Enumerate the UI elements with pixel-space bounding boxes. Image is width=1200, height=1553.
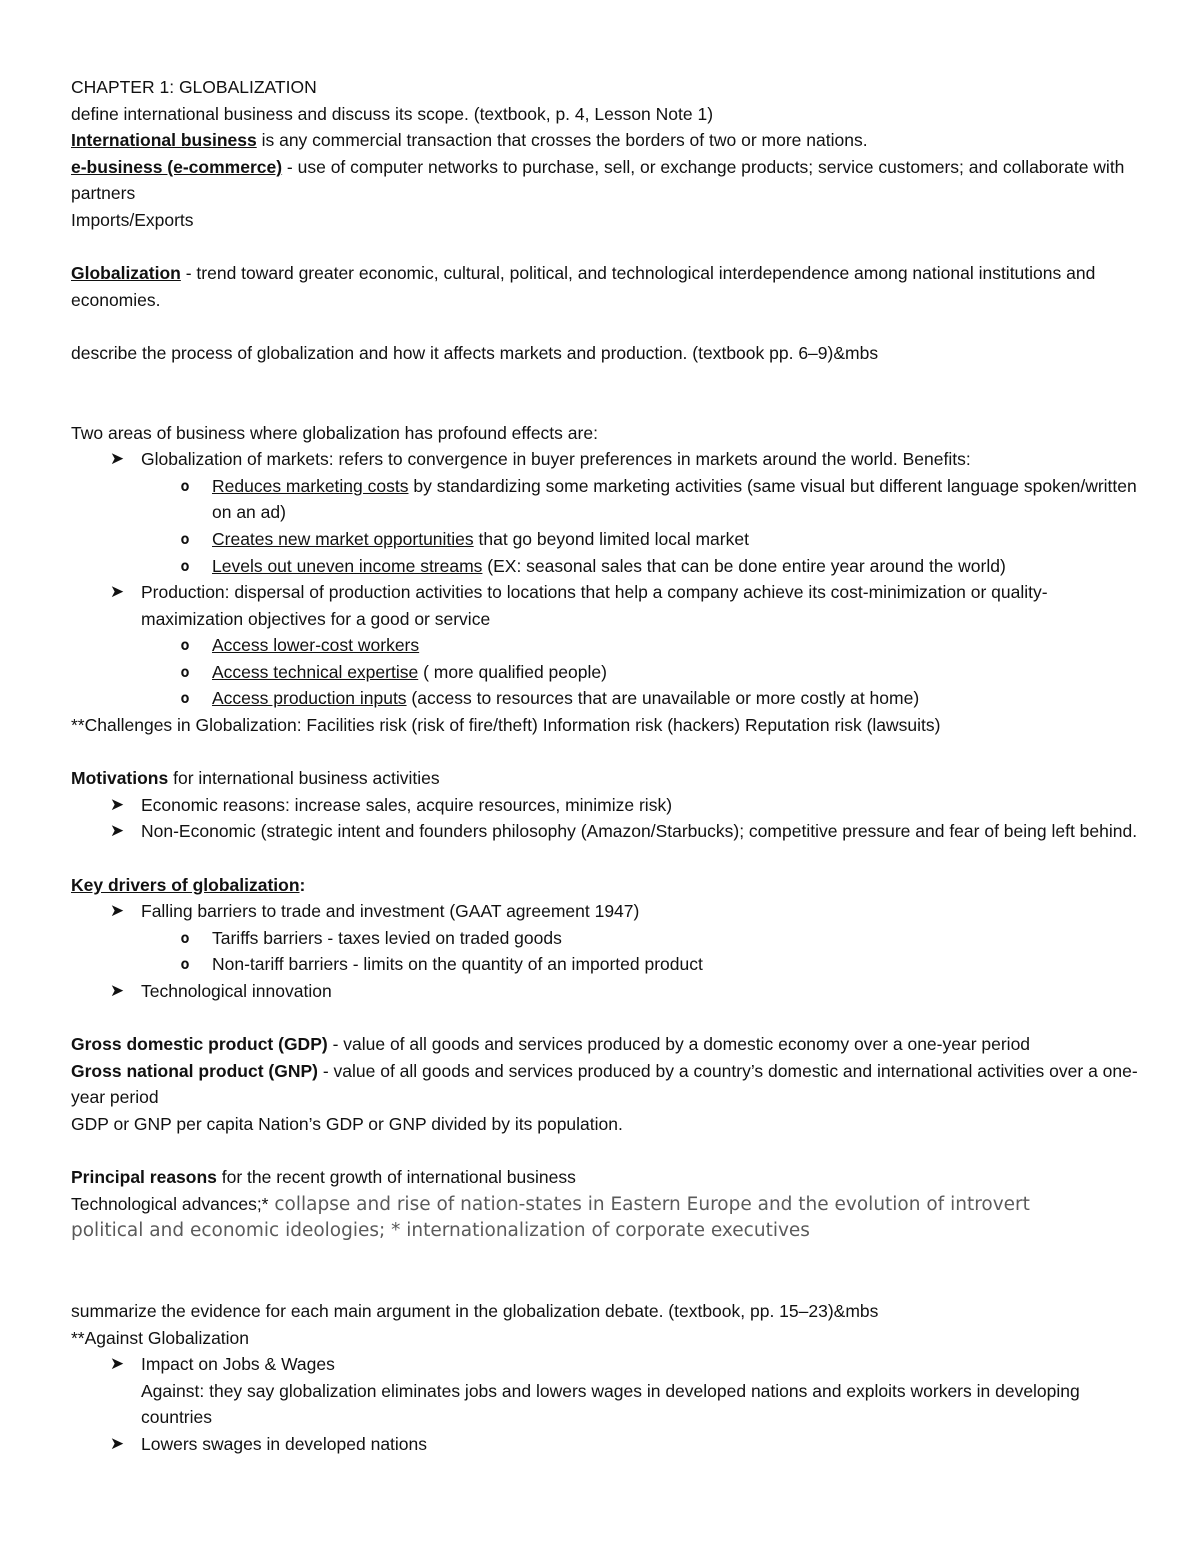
objective-2: describe the process of globalization and how it affects markets and production. (textbook pp. 6–9)&mbs [71,342,879,363]
globalization-definition [71,260,1141,313]
bullet-economic: ➤ Economic reasons: increase sales, acquire resources, minimize risk) [71,792,1141,819]
objective-3: summarize the evidence for each main argument in the globalization debate. (textbook, pp. 15–23)&mbs [71,1300,879,1321]
per-capita: GDP or GNP per capita Nation’s GDP or GNP divided by its population. [71,1113,623,1134]
circle-bullet-icon: o [180,556,190,575]
glob-def: - trend toward greater economic, cultural, political, and technological interdependence among national institutions and economies. [71,263,1096,310]
gnp-definition: Gross national product (GNP) - value of all goods and services produced by a country’s domestic and international activities over a one-year period [71,1060,1138,1108]
drivers-heading: Key drivers of globalization: [71,874,306,895]
sub-bullet: o Creates new market opportunities that go beyond limited local market [71,526,1141,553]
imports-exports: Imports/Exports [71,209,194,230]
arrow-bullet-icon: ➤ [109,449,125,469]
circle-bullet-icon: o [180,689,190,708]
gdp-definition: Gross domestic product (GDP) - value of all goods and services produced by a domestic economy over a one-year period [71,1034,1031,1055]
e-business-definition [71,154,1141,207]
eb-term: e-business (e-commerce) [71,156,283,177]
bullet-lowers-wages: ➤ Lowers swages in developed nations [71,1431,1141,1458]
ib-def: is any commercial transaction that crosses the borders of two or more nations. [256,130,868,151]
challenges: **Challenges in Globalization: Facilities risk (risk of fire/theft) Information risk (hackers) Reputation risk (lawsuits) [71,715,941,736]
arrow-bullet-icon: ➤ [109,981,125,1000]
bullet-markets: ➤ Globalization of markets: refers to convergence in buyer preferences in markets around the world. Benefits: [71,446,1141,473]
reasons-line-1: Technological advances;* collapse and rise of nation-states in Eastern Europe and the evolution of introvert [71,1193,1030,1215]
circle-bullet-icon: o [180,662,190,681]
circle-bullet-icon: o [180,636,190,655]
arrow-bullet-icon: ➤ [109,582,125,602]
international-business-definition [71,127,1141,154]
two-areas-intro: Two areas of business where globalization has profound effects are: [71,422,598,443]
ib-term: International business [71,130,257,151]
eb-def: - use of computer networks to purchase, sell, or exchange products; service customers; and collaborate with partners [71,156,1125,204]
circle-bullet-icon: o [180,476,190,495]
glob-term: Globalization [71,263,181,284]
objective-1: define international business and discuss its scope. (textbook, p. 4, Lesson Note 1) [71,103,714,124]
sub-bullet: o Access lower-cost workers [71,632,1141,659]
document-page [71,74,1141,1458]
arrow-bullet-icon: ➤ [109,794,125,814]
circle-bullet-icon: o [180,955,190,974]
sub-bullet: o Access technical expertise ( more qualified people) [71,659,1141,686]
sub-bullet: o Tariffs barriers - taxes levied on traded goods [71,925,1141,952]
sub-bullet: o Levels out uneven income streams (EX: seasonal sales that can be done entire year around the world) [71,553,1141,580]
chapter-title: CHAPTER 1: GLOBALIZATION [71,77,317,97]
arrow-bullet-icon: ➤ [109,821,125,841]
reasons-line-2: political and economic ideologies; * internationalization of corporate executives [71,1220,810,1242]
motivations-heading: Motivations for international business activities [71,768,440,789]
circle-bullet-icon: o [180,529,190,548]
sub-bullet: o Reduces marketing costs by standardizing some marketing activities (same visual but different language spoken/written on an ad) [71,473,1141,526]
bullet-jobs-wages: ➤ Impact on Jobs & Wages [71,1351,1141,1378]
sub-bullet: o Access production inputs (access to resources that are unavailable or more costly at home) [71,685,1141,712]
arrow-bullet-icon: ➤ [109,901,125,921]
bullet-non-economic: ➤ Non-Economic (strategic intent and founders philosophy (Amazon/Starbucks); competitive pressure and fear of being left behind. [71,818,1141,845]
circle-bullet-icon: o [180,928,190,947]
arrow-bullet-icon: ➤ [109,1433,125,1453]
bullet-falling-barriers: ➤ Falling barriers to trade and investment (GAAT agreement 1947) [71,898,1141,925]
against-heading: **Against Globalization [71,1327,250,1348]
bullet-production: ➤ Production: dispersal of production activities to locations that help a company achieve its cost-minimization or quality-maximization objectives for a good or service [71,579,1141,632]
against-note: Against: they say globalization eliminates jobs and lowers wages in developed nations and exploits workers in developing countries [141,1380,1080,1428]
arrow-bullet-icon: ➤ [109,1354,125,1374]
reasons-heading: Principal reasons for the recent growth of international business [71,1167,576,1188]
sub-bullet: o Non-tariff barriers - limits on the quantity of an imported product [71,951,1141,978]
bullet-tech-innovation: ➤ Technological innovation [71,978,1141,1005]
